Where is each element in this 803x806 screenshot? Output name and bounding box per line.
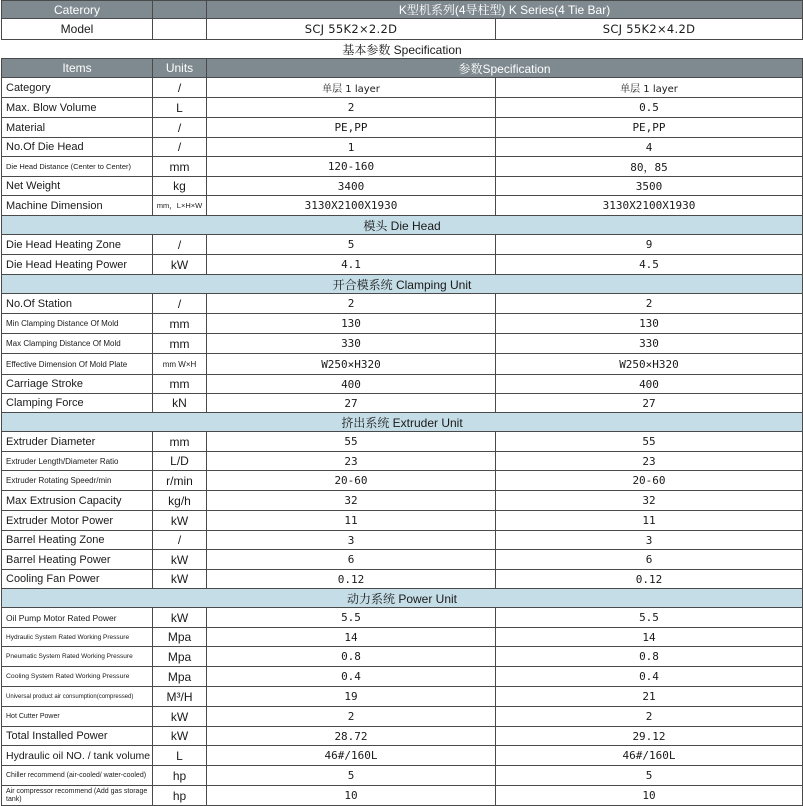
row-net-weight-label: Net Weight	[2, 177, 153, 196]
row-net-weight-unit: kg	[153, 177, 207, 196]
row-barrel-zone-v1: 3	[207, 531, 496, 550]
row-chiller-label: Chiller recommend (air-cooled/ water-cooled)	[2, 766, 153, 786]
section-power-unit: 动力系统 Power Unit	[2, 589, 803, 608]
row-clamp-force-v1: 27	[207, 394, 496, 413]
row-rot-speed-label: Extruder Rotating Speedr/min	[2, 471, 153, 491]
row-die-head-count-unit: /	[153, 138, 207, 157]
row-hot-cutter-label: Hot Cutter Power	[2, 707, 153, 727]
row-total-power-unit: kW	[153, 727, 207, 746]
row-carriage-label: Carriage Stroke	[2, 375, 153, 394]
row-hot-cutter-v2: 2	[496, 707, 803, 727]
row-clamp-force-unit: kN	[153, 394, 207, 413]
row-ext-diameter-v2: 55	[496, 432, 803, 452]
row-barrel-zone-label: Barrel Heating Zone	[2, 531, 153, 550]
row-chiller-v2: 5	[496, 766, 803, 786]
row-motor-power-v1: 11	[207, 511, 496, 531]
row-fan-power-label: Cooling Fan Power	[2, 570, 153, 589]
row-rot-speed-v1: 20-60	[207, 471, 496, 491]
row-capacity-v2: 32	[496, 491, 803, 511]
row-material-v2: PE,PP	[496, 118, 803, 138]
row-material-label: Material	[2, 118, 153, 138]
row-hydraulic-pressure-unit: Mpa	[153, 628, 207, 647]
category-header: Caterory	[2, 1, 153, 19]
row-cooling-pressure-v2: 0.4	[496, 667, 803, 687]
row-chiller-unit: hp	[153, 766, 207, 786]
row-min-clamp-v1: 130	[207, 314, 496, 334]
row-hydraulic-oil-v1: 46#/160L	[207, 746, 496, 766]
row-hydraulic-oil-label: Hydraulic oil NO. / tank volume	[2, 746, 153, 766]
row-ld-ratio-v1: 23	[207, 452, 496, 471]
row-cooling-pressure-v1: 0.4	[207, 667, 496, 687]
row-die-head-count-v1: 1	[207, 138, 496, 157]
row-compressor-v2: 10	[496, 786, 803, 806]
row-ext-diameter-v1: 55	[207, 432, 496, 452]
row-die-zone-unit: /	[153, 235, 207, 255]
row-die-zone-label: Die Head Heating Zone	[2, 235, 153, 255]
row-barrel-zone-unit: /	[153, 531, 207, 550]
row-blow-volume-v2: 0.5	[496, 98, 803, 118]
row-air-consumption-v2: 21	[496, 687, 803, 707]
row-pneumatic-pressure-unit: Mpa	[153, 647, 207, 667]
row-max-clamp-label: Max Clamping Distance Of Mold	[2, 334, 153, 354]
row-blow-volume-v1: 2	[207, 98, 496, 118]
row-mold-plate-v1: W250×H320	[207, 354, 496, 375]
row-ld-ratio-v2: 23	[496, 452, 803, 471]
row-min-clamp-label: Min Clamping Distance Of Mold	[2, 314, 153, 334]
row-hydraulic-pressure-label: Hydraulic System Rated Working Pressure	[2, 628, 153, 647]
row-die-head-count-v2: 4	[496, 138, 803, 157]
row-material-unit: /	[153, 118, 207, 138]
row-station-label: No.Of Station	[2, 294, 153, 314]
row-hot-cutter-v1: 2	[207, 707, 496, 727]
row-max-clamp-v2: 330	[496, 334, 803, 354]
row-category-label: Category	[2, 78, 153, 98]
row-pneumatic-pressure-v1: 0.8	[207, 647, 496, 667]
row-station-unit: /	[153, 294, 207, 314]
section-extruder-unit: 挤出系统 Extruder Unit	[2, 413, 803, 432]
row-barrel-power-v1: 6	[207, 550, 496, 570]
row-cooling-pressure-label: Cooling System Rated Working Pressure	[2, 667, 153, 687]
row-capacity-label: Max Extrusion Capacity	[2, 491, 153, 511]
row-die-distance-v2: 80，85	[496, 157, 803, 177]
row-blow-volume-unit: L	[153, 98, 207, 118]
row-die-power-v1: 4.1	[207, 255, 496, 275]
series-title: K型机系列(4导柱型) K Series(4 Tie Bar)	[207, 1, 803, 19]
model-1: SCJ 55K2×2.2D	[207, 19, 496, 40]
row-cooling-pressure-unit: Mpa	[153, 667, 207, 687]
spec-table	[1, 0, 803, 806]
row-mold-plate-unit: mm W×H	[153, 354, 207, 375]
row-mold-plate-v2: W250×H320	[496, 354, 803, 375]
spec-title: 基本参数 Specification	[2, 40, 803, 59]
row-rot-speed-unit: r/min	[153, 471, 207, 491]
row-capacity-v1: 32	[207, 491, 496, 511]
row-pump-power-v2: 5.5	[496, 608, 803, 628]
row-capacity-unit: kg/h	[153, 491, 207, 511]
row-motor-power-v2: 11	[496, 511, 803, 531]
row-die-zone-v1: 5	[207, 235, 496, 255]
row-min-clamp-unit: mm	[153, 314, 207, 334]
row-die-zone-v2: 9	[496, 235, 803, 255]
row-pneumatic-pressure-v2: 0.8	[496, 647, 803, 667]
row-ext-diameter-unit: mm	[153, 432, 207, 452]
row-die-power-label: Die Head Heating Power	[2, 255, 153, 275]
row-barrel-zone-v2: 3	[496, 531, 803, 550]
row-hydraulic-pressure-v2: 14	[496, 628, 803, 647]
row-rot-speed-v2: 20-60	[496, 471, 803, 491]
row-air-consumption-v1: 19	[207, 687, 496, 707]
row-pump-power-label: Oil Pump Motor Rated Power	[2, 608, 153, 628]
row-ld-ratio-unit: L/D	[153, 452, 207, 471]
row-total-power-v2: 29.12	[496, 727, 803, 746]
row-air-consumption-label: Universal product air consumption(compressed)	[2, 687, 153, 707]
row-max-clamp-unit: mm	[153, 334, 207, 354]
row-total-power-v1: 28.72	[207, 727, 496, 746]
section-die-head: 模头 Die Head	[2, 216, 803, 235]
row-motor-power-label: Extruder Motor Power	[2, 511, 153, 531]
row-min-clamp-v2: 130	[496, 314, 803, 334]
model-blank-cell	[153, 19, 207, 40]
row-barrel-power-unit: kW	[153, 550, 207, 570]
row-die-power-unit: kW	[153, 255, 207, 275]
row-total-power-label: Total Installed Power	[2, 727, 153, 746]
row-hydraulic-pressure-v1: 14	[207, 628, 496, 647]
row-die-distance-label: Die Head Distance (Center to Center)	[2, 157, 153, 177]
row-fan-power-v2: 0.12	[496, 570, 803, 589]
row-compressor-unit: hp	[153, 786, 207, 806]
row-motor-power-unit: kW	[153, 511, 207, 531]
row-hydraulic-oil-unit: L	[153, 746, 207, 766]
row-compressor-label: Air compressor recommend (Add gas storage tank)	[2, 786, 153, 806]
row-category-unit: /	[153, 78, 207, 98]
row-chiller-v1: 5	[207, 766, 496, 786]
row-pump-power-v1: 5.5	[207, 608, 496, 628]
row-pump-power-unit: kW	[153, 608, 207, 628]
row-pneumatic-pressure-label: Pneumatic System Rated Working Pressure	[2, 647, 153, 667]
row-carriage-v2: 400	[496, 375, 803, 394]
row-category-v1: 单层 1 layer	[207, 78, 496, 98]
row-blow-volume-label: Max. Blow Volume	[2, 98, 153, 118]
row-hot-cutter-unit: kW	[153, 707, 207, 727]
row-category-v2: 单层 1 layer	[496, 78, 803, 98]
row-fan-power-v1: 0.12	[207, 570, 496, 589]
row-compressor-v1: 10	[207, 786, 496, 806]
row-station-v1: 2	[207, 294, 496, 314]
row-max-clamp-v1: 330	[207, 334, 496, 354]
row-ext-diameter-label: Extruder Diameter	[2, 432, 153, 452]
row-carriage-unit: mm	[153, 375, 207, 394]
row-hydraulic-oil-v2: 46#/160L	[496, 746, 803, 766]
row-die-head-count-label: No.Of Die Head	[2, 138, 153, 157]
section-clamping-unit: 开合模系统 Clamping Unit	[2, 275, 803, 294]
row-die-distance-v1: 120-160	[207, 157, 496, 177]
spec-header: 参数Specification	[207, 59, 803, 78]
row-net-weight-v1: 3400	[207, 177, 496, 196]
items-header: Items	[2, 59, 153, 78]
row-barrel-power-label: Barrel Heating Power	[2, 550, 153, 570]
blank-header-cell	[153, 1, 207, 19]
row-fan-power-unit: kW	[153, 570, 207, 589]
row-ld-ratio-label: Extruder Length/Diameter Ratio	[2, 452, 153, 471]
row-dimension-label: Machine Dimension	[2, 196, 153, 216]
row-clamp-force-v2: 27	[496, 394, 803, 413]
row-dimension-v1: 3130X2100X1930	[207, 196, 496, 216]
row-mold-plate-label: Effective Dimension Of Mold Plate	[2, 354, 153, 375]
row-dimension-unit: mm，L×H×W	[153, 196, 207, 216]
row-carriage-v1: 400	[207, 375, 496, 394]
units-header: Units	[153, 59, 207, 78]
row-station-v2: 2	[496, 294, 803, 314]
row-clamp-force-label: Clamping Force	[2, 394, 153, 413]
row-air-consumption-unit: M³/H	[153, 687, 207, 707]
model-2: SCJ 55K2×4.2D	[496, 19, 803, 40]
row-dimension-v2: 3130X2100X1930	[496, 196, 803, 216]
model-label: Model	[2, 19, 153, 40]
row-material-v1: PE,PP	[207, 118, 496, 138]
row-die-distance-unit: mm	[153, 157, 207, 177]
row-net-weight-v2: 3500	[496, 177, 803, 196]
row-die-power-v2: 4.5	[496, 255, 803, 275]
row-barrel-power-v2: 6	[496, 550, 803, 570]
